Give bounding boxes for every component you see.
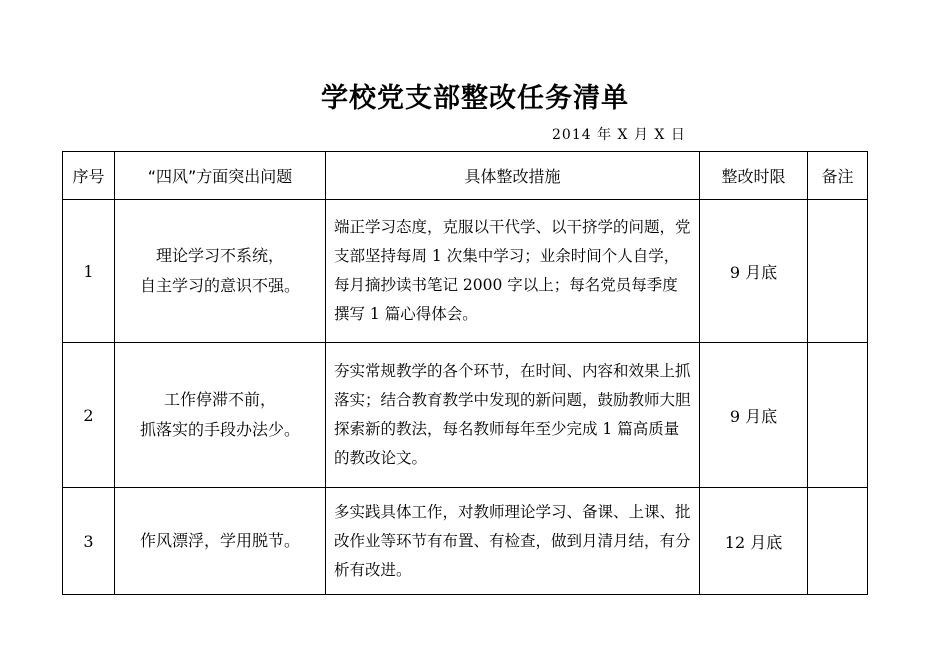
table-row: [63, 488, 868, 595]
row-measures: 夯实常规教学的各个环节，在时间、内容和效果上抓落实；结合教育教学中发现的新问题，鼓励教师大胆探索新的教法，每名教师每年至少完成 1 篇高质量的教改论文。: [326, 343, 700, 488]
header-remark: 备注: [808, 152, 868, 200]
table-header-row: [63, 152, 868, 200]
row-measures: 多实践具体工作，对教师理论学习、备课、上课、批改作业等环节有布置、有检查，做到月清月结，有分析有改进。: [326, 488, 700, 595]
task-table: [62, 151, 868, 595]
row-remark: [808, 488, 868, 595]
issue-line: 工作停滞不前，: [163, 390, 276, 409]
row-index: 1: [63, 200, 115, 343]
row-remark: [808, 200, 868, 343]
issue-line: 抓落实的手段办法少。: [139, 420, 300, 439]
row-measures: 端正学习态度，克服以干代学、以干挤学的问题，党支部坚持每周 1 次集中学习；业余时间个人自学，每月摘抄读书笔记 2000 字以上；每名党员每季度撰写 1 篇心得体会。: [326, 200, 700, 343]
issue-line: 理论学习不系统，: [155, 246, 284, 265]
header-index: 序号: [63, 152, 115, 200]
row-issue: [115, 343, 326, 488]
row-issue: [115, 488, 326, 595]
row-deadline: 9 月底: [700, 200, 808, 343]
header-measures: 具体整改措施: [326, 152, 700, 200]
header-issue: “四风”方面突出问题: [115, 152, 326, 200]
issue-line: 作风漂浮，学用脱节。: [139, 531, 300, 550]
row-issue: [115, 200, 326, 343]
row-index: 2: [63, 343, 115, 488]
header-deadline: 整改时限: [700, 152, 808, 200]
document-title: 学校党支部整改任务清单: [321, 83, 629, 114]
row-index: 3: [63, 488, 115, 595]
table-row: [63, 200, 868, 343]
issue-line: 自主学习的意识不强。: [139, 276, 300, 295]
row-deadline: 9 月底: [700, 343, 808, 488]
row-remark: [808, 343, 868, 488]
document-date: 2014 年 X 月 X 日: [552, 127, 686, 143]
row-deadline: 12 月底: [700, 488, 808, 595]
table-row: [63, 343, 868, 488]
